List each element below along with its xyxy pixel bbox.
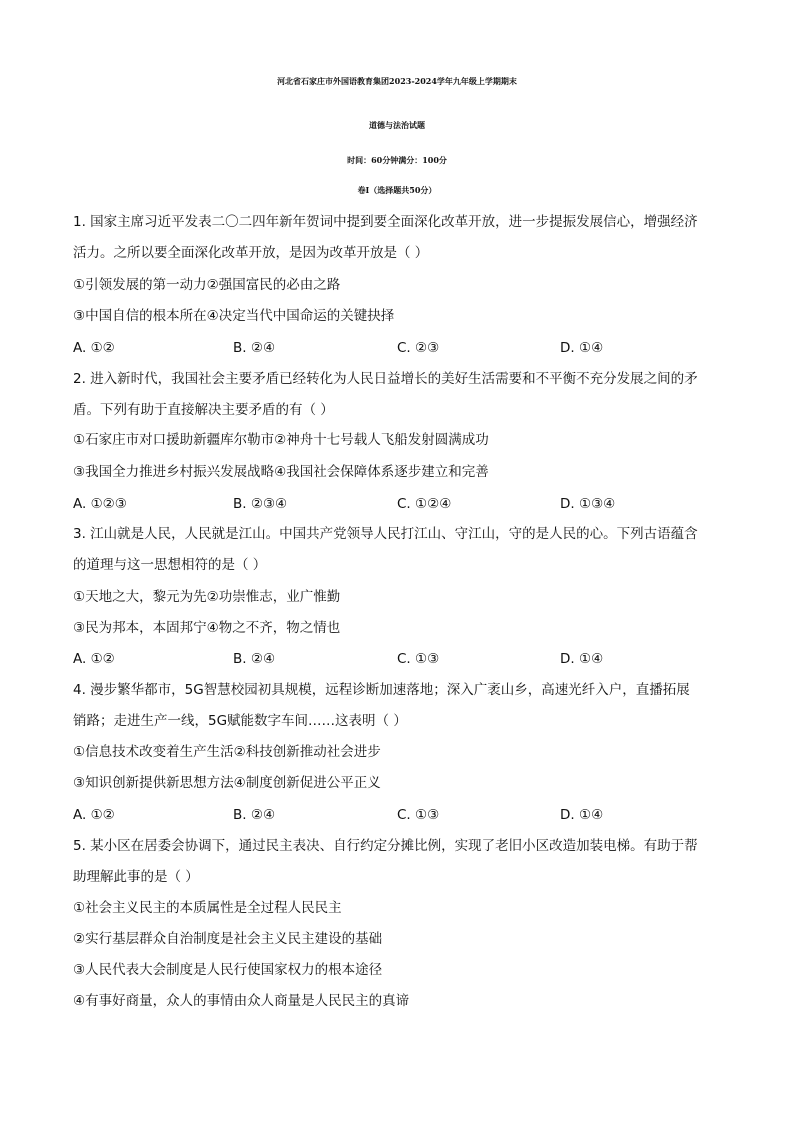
- question-2-option-b[interactable]: B. ②③④: [233, 496, 288, 512]
- question-3-option-d[interactable]: D. ①④: [560, 651, 604, 667]
- question-3-stem-line1: 3. 江山就是人民，人民就是江山。中国共产党领导人民打江山、守江山，守的是人民的心。下列古语蕴含: [73, 526, 698, 542]
- question-4-option-b[interactable]: B. ②④: [233, 807, 276, 823]
- question-5-item-line3: ③人民代表大会制度是人民行使国家权力的根本途径: [73, 962, 383, 978]
- question-2-option-c[interactable]: C. ①②④: [397, 496, 452, 512]
- question-3-option-b[interactable]: B. ②④: [233, 651, 276, 667]
- question-2-item-line2: ③我国全力推进乡村振兴发展战略④我国社会保障体系逐步建立和完善: [73, 464, 489, 480]
- question-1-stem-line1: 1. 国家主席习近平发表二〇二四年新年贺词中提到要全面深化改革开放，进一步提振发展信心，增强经济: [73, 214, 698, 230]
- question-1-item-line2: ③中国自信的根本所在④决定当代中国命运的关键抉择: [73, 308, 395, 324]
- question-5-item-line4: ④有事好商量，众人的事情由众人商量是人民民主的真谛: [73, 993, 410, 1009]
- question-3-item-line1: ①天地之大，黎元为先②功崇惟志，业广惟勤: [73, 589, 341, 605]
- question-4-item-line2: ③知识创新提供新思想方法④制度创新促进公平正义: [73, 775, 381, 791]
- question-5-item-line1: ①社会主义民主的本质属性是全过程人民民主: [73, 900, 342, 916]
- question-4-option-a[interactable]: A. ①②: [73, 807, 115, 823]
- question-2-option-d[interactable]: D. ①③④: [560, 496, 616, 512]
- question-4-item-line1: ①信息技术改变着生产生活②科技创新推动社会进步: [73, 744, 381, 760]
- question-5-stem-line2: 助理解此事的是（ ）: [73, 869, 199, 885]
- question-1-option-a[interactable]: A. ①②: [73, 340, 115, 356]
- question-2-stem-line2: 盾。下列有助于直接解决主要矛盾的有（ ）: [73, 402, 334, 418]
- question-1-option-d[interactable]: D. ①④: [560, 340, 604, 356]
- question-2-option-a[interactable]: A. ①②③: [73, 496, 127, 512]
- section-heading: 卷Ⅰ（选择题共50分）: [357, 185, 437, 195]
- question-4-stem-line2: 销路；走进生产一线，5G赋能数字车间……这表明（ ）: [73, 713, 407, 729]
- question-2-stem-line1: 2. 进入新时代，我国社会主要矛盾已经转化为人民日益增长的美好生活需要和不平衡不充分发展之间的矛: [73, 371, 698, 387]
- question-4-stem-line1: 4. 漫步繁华都市，5G智慧校园初具规模，远程诊断加速落地；深入广袤山乡，高速光纤入户，直播拓展: [73, 682, 690, 698]
- question-3-option-c[interactable]: C. ①③: [397, 651, 440, 667]
- question-1-option-b[interactable]: B. ②④: [233, 340, 276, 356]
- question-4-option-d[interactable]: D. ①④: [560, 807, 604, 823]
- question-5-stem-line1: 5. 某小区在居委会协调下，通过民主表决、自行约定分摊比例，实现了老旧小区改造加装电梯。有助于帮: [73, 838, 698, 854]
- question-1-option-c[interactable]: C. ②③: [397, 340, 440, 356]
- question-3-option-a[interactable]: A. ①②: [73, 651, 115, 667]
- question-1-stem-line2: 活力。之所以要全面深化改革开放，是因为改革开放是（ ）: [73, 245, 429, 261]
- question-4-option-c[interactable]: C. ①③: [397, 807, 440, 823]
- question-5-item-line2: ②实行基层群众自治制度是社会主义民主建设的基础: [73, 931, 383, 947]
- exam-time-info: 时间：60分钟满分：100分: [347, 155, 447, 165]
- question-3-item-line2: ③民为邦本，本固邦宁④物之不齐，物之情也: [73, 620, 341, 636]
- question-3-stem-line2: 的道理与这一思想相符的是（ ）: [73, 557, 267, 573]
- question-2-item-line1: ①石家庄市对口援助新疆库尔勒市②神舟十七号载人飞船发射圆满成功: [73, 432, 489, 448]
- question-1-item-line1: ①引领发展的第一动力②强国富民的必由之路: [73, 277, 341, 293]
- exam-title-line1: 河北省石家庄市外国语教育集团2023-2024学年九年级上学期期末: [277, 76, 517, 86]
- exam-title-line2: 道德与法治试题: [369, 120, 425, 130]
